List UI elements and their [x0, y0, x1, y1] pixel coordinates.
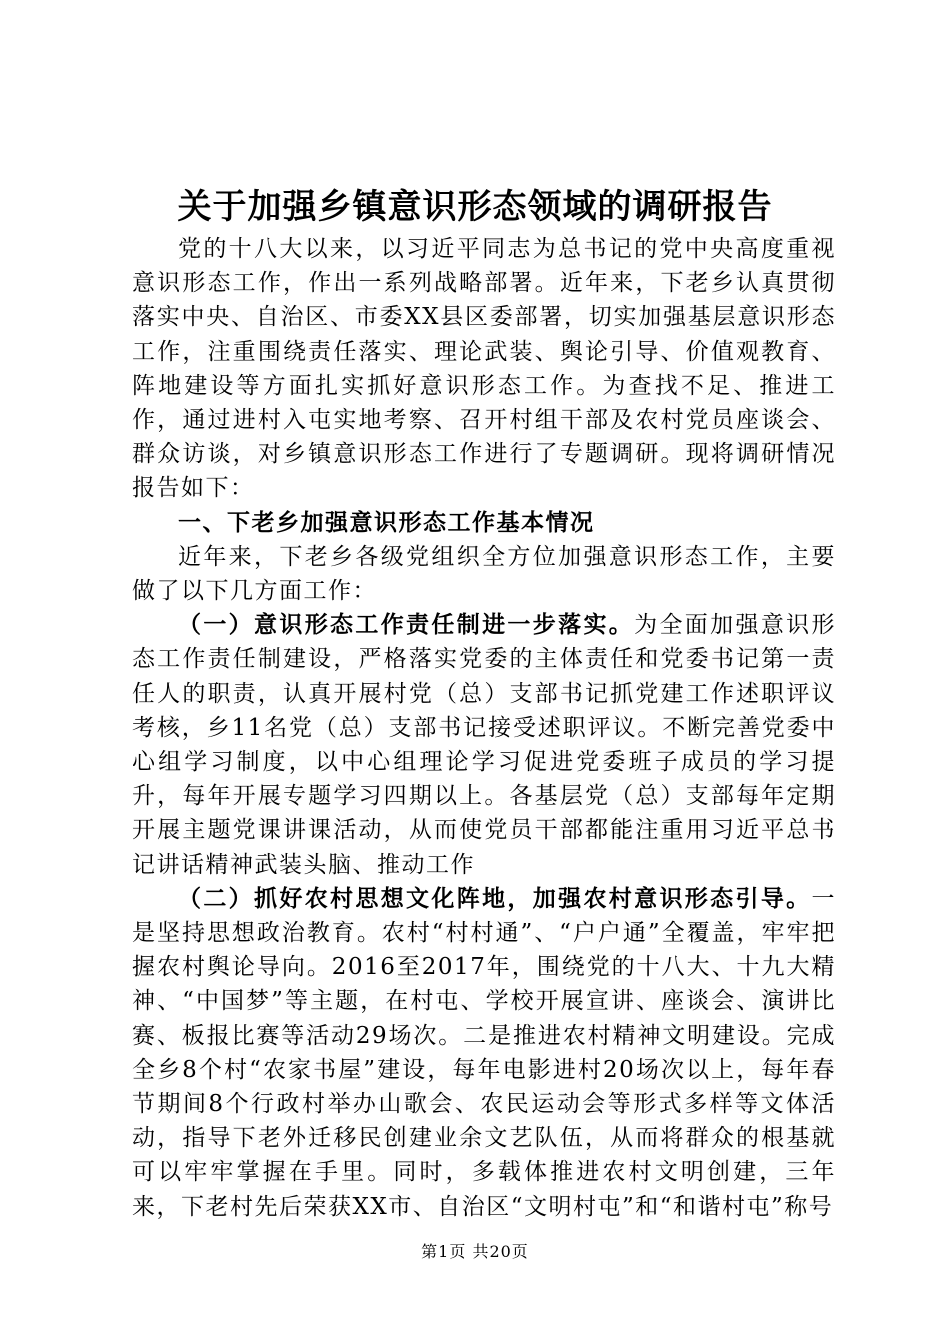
item-text-1: 为全面加强意识形态工作责任制建设，严格落实党委的主体责任和党委书记第一责任人的职责，认真开展村党（总）支部书记抓党建工作述职评议考核，乡11名党（总）支部书记接受述职评议。不断完善党委中心组学习制度，以中心组理论学习促进党委班子成员的学习提升，每年开展专题学习四期以上。各基层党（总）支部每年定期开展主题党课讲课活动，从而使党员干部都能注重用习近平总书记讲话精神武装头脑、推动工作 [132, 612, 837, 878]
document-body [132, 232, 836, 1224]
page-number-footer: 第1页 共20页 [421, 1242, 529, 1261]
section-intro-paragraph: 近年来，下老乡各级党组织全方位加强意识形态工作，主要做了以下几方面工作： [132, 543, 836, 605]
item-paragraph-1 [132, 608, 836, 882]
document-title: 关于加强乡镇意识形态领域的调研报告 [177, 187, 773, 227]
item-heading-2: （二）抓好农村思想文化阵地，加强农村意识形态引导。 [178, 884, 812, 912]
intro-paragraph: 党的十八大以来，以习近平同志为总书记的党中央高度重视意识形态工作，作出一系列战略部署。近年来，下老乡认真贯彻落实中央、自治区、市委XX县区委部署，切实加强基层意识形态工作，注重围绕责任落实、理论武装、舆论引导、价值观教育、阵地建设等方面扎实抓好意识形态工作。为查找不足、推进工作，通过进村入屯实地考察、召开村组干部及农村党员座谈会、群众访谈，对乡镇意识形态工作进行了专题调研。现将调研情况报告如下： [132, 236, 836, 502]
section-heading-1: 一、下老乡加强意识形态工作基本情况 [178, 508, 595, 536]
item-paragraph-2 [132, 882, 836, 1224]
item-text-2: 一是坚持思想政治教育。农村“村村通”、“户户通”全覆盖，牢牢把握农村舆论导向。2016至2017年，围绕党的十八大、十九大精神、“中国梦”等主题，在村屯、学校开展宣讲、座谈会、演讲比赛、板报比赛等活动29场次。二是推进农村精神文明建设。完成全乡8个村“农家书屋”建设，每年电影进村20场次以上，每年春节期间8个行政村举办山歌会、农民运动会等形式多样等文体活动，指导下老外迁移民创建业余文艺队伍，从而将群众的根基就可以牢牢掌握在手里。同时，多载体推进农村文明创建，三年来，下老村先后荣获XX市、自治区“文明村屯”和“和谐村屯”称号 [132, 885, 836, 1220]
item-heading-1: （一）意识形态工作责任制进一步落实。 [178, 611, 635, 639]
